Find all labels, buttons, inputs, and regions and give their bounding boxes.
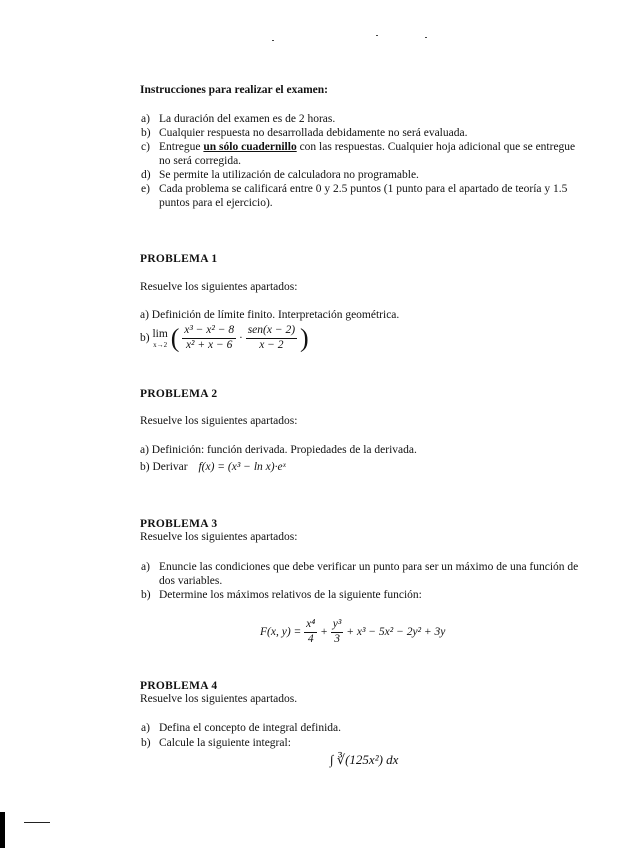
integral-formula: ∫ ∛(125x²) dx [330,752,399,767]
fraction-1-denominator: x² + x − 6 [185,338,233,351]
problema-2-part-a: a) Definición: función derivada. Propiedades de la derivada. [140,444,417,456]
problema-2-intro: Resuelve los siguientes apartados: [140,415,298,427]
left-paren: ( [170,323,180,353]
instruction-label: d) [141,169,151,181]
fraction-2-numerator: sen(x − 2) [246,324,297,339]
fraction-2 [246,324,297,353]
function-formula [260,618,445,647]
lim-subscript: x→2 [153,340,168,349]
part-b-label: b) Derivar [140,461,188,473]
item-label: b) [141,589,151,601]
item-label: b) [141,737,151,749]
scan-speck [425,37,427,38]
scan-edge-line [24,822,50,823]
derivative-formula: f(x) = (x³ − ln x)·eˣ [198,461,286,473]
formula-fraction-1 [304,618,317,647]
problema-4-item [141,737,584,751]
problema-3-item [141,561,584,589]
problema-4-intro: Resuelve los siguientes apartados. [140,693,298,705]
instruction-label: c) [141,141,150,153]
instruction-item [141,127,584,141]
problema-3-item [141,589,584,603]
instructions-title: Instrucciones para realizar el examen: [140,84,329,96]
problema-2-part-b [140,461,286,475]
item-text: Calcule la siguiente integral: [159,737,291,749]
item-label: a) [141,722,150,734]
fraction-1-numerator: x³ − x² − 8 [182,324,236,339]
item-text: Defina el concepto de integral definida. [159,722,342,734]
scan-speck [272,40,274,41]
problema-3-intro: Resuelve los siguientes apartados: [140,531,298,543]
problema-3-heading: PROBLEMA 3 [140,518,218,530]
formula-rest: + x³ − 5x² − 2y² + 3y [346,625,446,638]
formula-fraction-1-denominator: 4 [307,632,314,645]
instruction-emphasis: un sólo cuadernillo [203,141,297,153]
formula-lhs: F(x, y) = [260,625,302,638]
limit-operator [152,328,167,349]
fraction-1 [182,324,236,353]
problema-4-item [141,722,584,736]
part-b-label: b) [140,331,150,344]
item-label: a) [141,561,150,573]
scan-speck [376,35,378,36]
instruction-text-pre: Entregue [159,141,204,153]
formula-fraction-1-numerator: x⁴ [304,618,317,633]
formula-plus: + [320,625,328,638]
dot-operator: · [238,331,243,344]
instruction-label: b) [141,127,151,139]
instruction-item [141,169,584,183]
instruction-text: Se permite la utilización de calculadora no programable. [159,169,419,181]
right-paren: ) [299,323,309,353]
fraction-2-denominator: x − 2 [259,338,284,351]
problema-4-heading: PROBLEMA 4 [140,680,218,692]
problema-1-intro: Resuelve los siguientes apartados: [140,281,298,293]
problema-1-heading: PROBLEMA 1 [140,253,218,265]
instruction-label: e) [141,183,150,195]
instruction-item [141,183,584,211]
lim-text: lim [152,327,168,340]
instruction-text: Cualquier respuesta no desarrollada debidamente no será evaluada. [159,127,468,139]
formula-fraction-2-denominator: 3 [334,632,340,645]
item-text: Enuncie las condiciones que debe verificar un punto para ser un máximo de una función de dos variables. [159,561,579,587]
formula-fraction-2-numerator: y³ [331,618,344,633]
instruction-text-post: con las respuestas. Cualquier hoja adicional que se entregue no será corregida. [159,141,576,167]
instruction-label: a) [141,113,150,125]
instruction-text: Cada problema se calificará entre 0 y 2.5 puntos (1 punto para el apartado de teoría y 1.5 puntos para el ejercicio). [159,183,568,209]
instruction-item [141,141,584,169]
instruction-text: La duración del examen es de 2 horas. [159,113,336,125]
formula-fraction-2 [331,618,344,647]
scan-edge-bar [0,812,5,848]
problema-1-part-a: a) Definición de límite finito. Interpretación geométrica. [140,309,400,321]
instruction-item [141,113,584,127]
problema-2-heading: PROBLEMA 2 [140,388,218,400]
item-text: Determine los máximos relativos de la siguiente función: [159,589,422,601]
problema-1-part-b [140,324,309,353]
